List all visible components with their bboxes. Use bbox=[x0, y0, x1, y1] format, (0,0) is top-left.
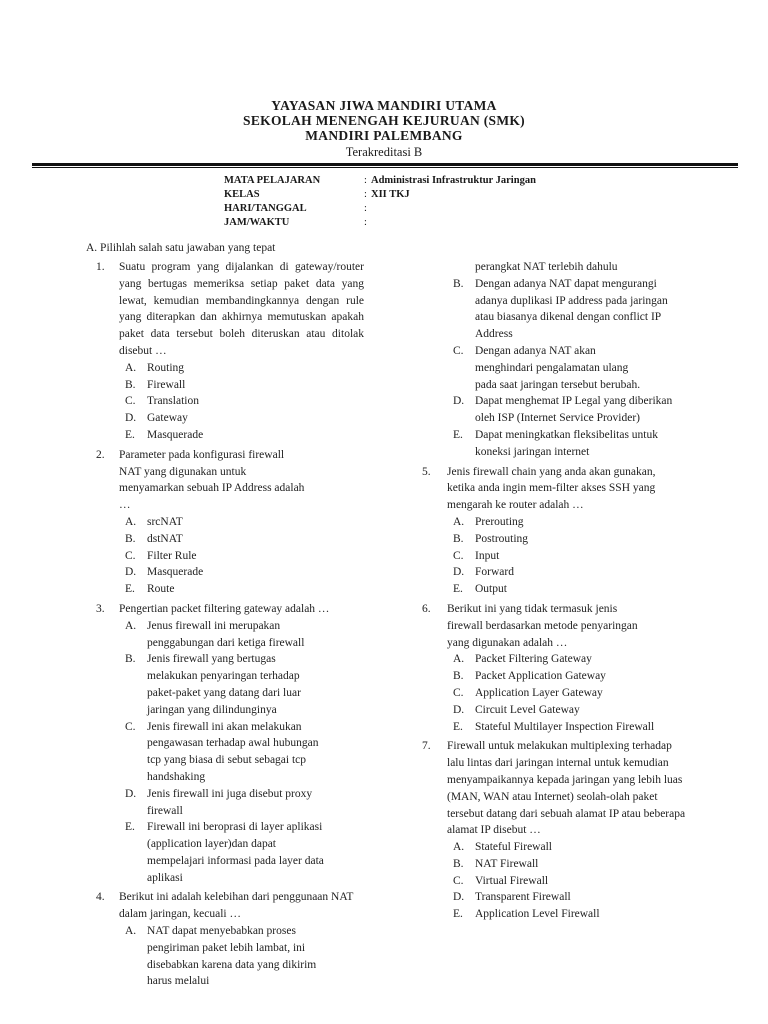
option-letter: B. bbox=[453, 857, 464, 870]
option bbox=[447, 276, 687, 343]
option-letter: B. bbox=[453, 277, 464, 290]
option bbox=[119, 531, 364, 548]
question-text: Suatu program yang dijalankan di gateway/router yang bertugas memeriksa setiap paket data yang lewat, kemudian membandingkannya dengan rule yang diterapkan dan akhirnya memutuskan apakah paket data tersebut boleh diteruskan atau ditolak disebut … bbox=[119, 261, 364, 357]
option-text: Packet Application Gateway bbox=[475, 670, 606, 683]
option bbox=[447, 581, 692, 598]
option-letter: E. bbox=[453, 428, 463, 441]
option bbox=[447, 906, 692, 923]
option-letter: B. bbox=[453, 670, 464, 683]
option-letter: E. bbox=[125, 428, 135, 441]
question-5 bbox=[422, 464, 692, 598]
option-letter: D. bbox=[453, 891, 465, 904]
question-number: 7. bbox=[422, 740, 431, 753]
question-text: Firewall untuk melakukan multiplexing terhadap lalu lintas dari jaringan internal untuk kemudian menyampaikannya kepada jaringan yang lebih luas (MAN, WAN atau Internet) seolah-olah paket tersebut datang dari sebuah alamat IP atau beberapa alamat IP disebut … bbox=[447, 740, 686, 837]
option-text: Filter Rule bbox=[147, 549, 197, 562]
option bbox=[447, 343, 652, 393]
section-title: A. Pilihlah salah satu jawaban yang tepat bbox=[86, 242, 276, 254]
option bbox=[119, 514, 364, 531]
option-letter: A. bbox=[453, 653, 465, 666]
option-text: Jenis firewall yang bertugas melakukan penyaringan terhadap paket-paket yang datang dari luar jaringan yang dilindunginya bbox=[147, 653, 301, 716]
option bbox=[119, 360, 364, 377]
option-text: Translation bbox=[147, 395, 199, 408]
option-text: Circuit Level Gateway bbox=[475, 703, 580, 716]
option-text: Firewall ini beroprasi di layer aplikasi (application layer)dan dapat mempelajari informasi pada layer data aplikasi bbox=[147, 821, 324, 884]
option-letter: A. bbox=[125, 925, 137, 938]
option-text: Jenis firewall ini akan melakukan pengawasan terhadap awal hubungan tcp yang biasa di sebut sebagai tcp handshaking bbox=[147, 720, 319, 783]
option bbox=[119, 786, 344, 820]
school-name: SEKOLAH MENENGAH KEJURUAN (SMK) bbox=[243, 113, 525, 128]
option-letter: C. bbox=[453, 686, 464, 699]
option-letter: C. bbox=[453, 874, 464, 887]
option-text: Stateful Multilayer Inspection Firewall bbox=[475, 720, 655, 733]
header-rule-thick bbox=[32, 163, 738, 166]
option bbox=[119, 819, 329, 886]
question-number: 4. bbox=[96, 891, 105, 904]
info-colon: : bbox=[364, 175, 367, 186]
question-text: Berikut ini yang tidak termasuk jenis firewall berdasarkan metode penyaringan yang digunakan adalah … bbox=[447, 602, 638, 649]
info-colon: : bbox=[364, 189, 367, 200]
option-text: Jenus firewall ini merupakan penggabungan dari ketiga firewall bbox=[147, 619, 305, 649]
option bbox=[447, 685, 692, 702]
option bbox=[119, 564, 364, 581]
left-column bbox=[86, 240, 364, 993]
option-text: NAT Firewall bbox=[475, 857, 539, 870]
option-text: Virtual Firewall bbox=[475, 874, 549, 887]
info-key: KELAS bbox=[224, 189, 260, 200]
question-number: 6. bbox=[422, 602, 431, 615]
question-number: 1. bbox=[96, 261, 105, 273]
exam-info-row bbox=[224, 188, 536, 202]
option-text: Dengan adanya NAT akan menghindari pengalamatan ulang pada saat jaringan tersebut berubah. bbox=[475, 344, 641, 391]
question-text: Jenis firewall chain yang anda akan gunakan, ketika anda ingin mem-filter akses SSH yang mengarah ke router adalah … bbox=[447, 465, 656, 512]
school-location: MANDIRI PALEMBANG bbox=[305, 128, 463, 143]
option-letter: A. bbox=[453, 515, 465, 528]
info-colon: : bbox=[364, 203, 367, 214]
info-value: XII TKJ bbox=[371, 189, 410, 200]
option-letter: E. bbox=[125, 821, 135, 834]
question-text: Pengertian packet filtering gateway adalah … bbox=[119, 602, 330, 615]
option bbox=[447, 531, 692, 548]
option bbox=[119, 427, 364, 444]
option-text: Packet Filtering Gateway bbox=[475, 653, 592, 666]
option-letter: B. bbox=[125, 378, 136, 391]
option-text: srcNAT bbox=[147, 515, 183, 528]
question-number: 2. bbox=[96, 448, 105, 461]
info-key: HARI/TANGGAL bbox=[224, 203, 307, 214]
option-letter: B. bbox=[453, 532, 464, 545]
option bbox=[119, 581, 364, 598]
foundation-name: YAYASAN JIWA MANDIRI UTAMA bbox=[271, 98, 497, 113]
info-key: JAM/WAKTU bbox=[224, 217, 290, 228]
option bbox=[447, 548, 692, 565]
option bbox=[447, 651, 692, 668]
option-letter: D. bbox=[125, 412, 137, 425]
info-colon: : bbox=[364, 217, 367, 228]
option-text: Routing bbox=[147, 361, 185, 374]
option bbox=[447, 393, 687, 427]
option-letter: D. bbox=[453, 566, 465, 579]
option-text: Postrouting bbox=[475, 532, 529, 545]
header-rule-thin bbox=[32, 167, 738, 168]
option-letter: C. bbox=[453, 344, 464, 357]
option-letter: E. bbox=[453, 908, 463, 921]
option-letter: E. bbox=[453, 720, 463, 733]
question-number: 3. bbox=[96, 602, 105, 615]
option-text: Jenis firewall ini juga disebut proxy firewall bbox=[147, 787, 313, 817]
option-text: NAT dapat menyebabkan proses pengiriman paket lebih lambat, ini disebabkan karena data yang dikirim harus melalui bbox=[147, 925, 317, 988]
exam-info bbox=[224, 174, 536, 230]
info-key: MATA PELAJARAN bbox=[224, 175, 321, 186]
question-2 bbox=[86, 447, 364, 598]
right-column bbox=[422, 259, 692, 926]
option bbox=[447, 702, 692, 719]
option bbox=[447, 856, 692, 873]
option bbox=[119, 618, 329, 652]
question-1 bbox=[86, 259, 364, 444]
option bbox=[447, 889, 692, 906]
option-text: Gateway bbox=[147, 412, 188, 425]
option bbox=[447, 873, 692, 890]
option bbox=[447, 514, 692, 531]
option-letter: A. bbox=[125, 619, 137, 632]
option-text: Application Layer Gateway bbox=[475, 686, 603, 699]
option-letter: E. bbox=[125, 583, 135, 596]
option-text: Input bbox=[475, 549, 500, 562]
exam-info-row bbox=[224, 216, 536, 230]
option-text: Route bbox=[147, 583, 175, 596]
option-text: dstNAT bbox=[147, 532, 183, 545]
info-value: Administrasi Infrastruktur Jaringan bbox=[371, 175, 536, 186]
option bbox=[119, 651, 329, 718]
option-text: Forward bbox=[475, 566, 514, 579]
question-4 bbox=[86, 889, 364, 990]
option-text: Dengan adanya NAT dapat mengurangi adanya duplikasi IP address pada jaringan atau biasanya dikenal dengan conflict IP Address bbox=[475, 277, 668, 341]
exam-info-row bbox=[224, 202, 536, 216]
option bbox=[447, 668, 692, 685]
option-letter: E. bbox=[453, 583, 463, 596]
question-text: Berikut ini adalah kelebihan dari penggunaan NAT dalam jaringan, kecuali … bbox=[119, 891, 354, 921]
option bbox=[447, 564, 692, 581]
option bbox=[447, 427, 692, 461]
question-number: 5. bbox=[422, 465, 431, 478]
option-letter: A. bbox=[125, 361, 137, 374]
option-text: Masquerade bbox=[147, 566, 204, 579]
option-letter: D. bbox=[125, 566, 137, 579]
option bbox=[119, 548, 364, 565]
option-text: Transparent Firewall bbox=[475, 891, 571, 904]
option-text: Masquerade bbox=[147, 428, 204, 441]
option-text: Dapat menghemat IP Legal yang diberikan oleh ISP (Internet Service Provider) bbox=[475, 395, 673, 425]
option-letter: C. bbox=[453, 549, 464, 562]
option-letter: C. bbox=[125, 395, 136, 408]
option bbox=[447, 719, 692, 736]
option-letter: B. bbox=[125, 532, 136, 545]
option-letter: A. bbox=[453, 841, 465, 854]
option-letter: A. bbox=[125, 515, 137, 528]
question-7 bbox=[422, 738, 692, 923]
option bbox=[119, 719, 334, 786]
accreditation: Terakreditasi B bbox=[345, 145, 423, 159]
option bbox=[119, 393, 364, 410]
option-text: Dapat meningkatkan fleksibelitas untuk koneksi jaringan internet bbox=[475, 428, 658, 458]
school-header bbox=[0, 98, 768, 160]
question-4-options bbox=[422, 276, 692, 461]
exam-info-row bbox=[224, 174, 536, 188]
option-letter: D. bbox=[453, 703, 465, 716]
option-text: Output bbox=[475, 583, 507, 596]
question-text: Parameter pada konfigurasi firewall NAT yang digunakan untuk menyamarkan sebuah IP Address adalah … bbox=[119, 448, 305, 512]
option-text: Application Level Firewall bbox=[475, 908, 600, 921]
question-3 bbox=[86, 601, 364, 887]
option-letter: D. bbox=[453, 395, 465, 408]
option-text: Stateful Firewall bbox=[475, 841, 552, 854]
option bbox=[119, 377, 364, 394]
option-letter: D. bbox=[125, 787, 137, 800]
option bbox=[119, 923, 329, 990]
question-4-continuation: perangkat NAT terlebih dahulu bbox=[475, 261, 618, 273]
option-letter: C. bbox=[125, 549, 136, 562]
option-letter: B. bbox=[125, 653, 136, 666]
option-text: Prerouting bbox=[475, 515, 524, 528]
question-6 bbox=[422, 601, 692, 735]
option bbox=[119, 410, 364, 427]
option bbox=[447, 839, 692, 856]
option-letter: C. bbox=[125, 720, 136, 733]
option-text: Firewall bbox=[147, 378, 186, 391]
